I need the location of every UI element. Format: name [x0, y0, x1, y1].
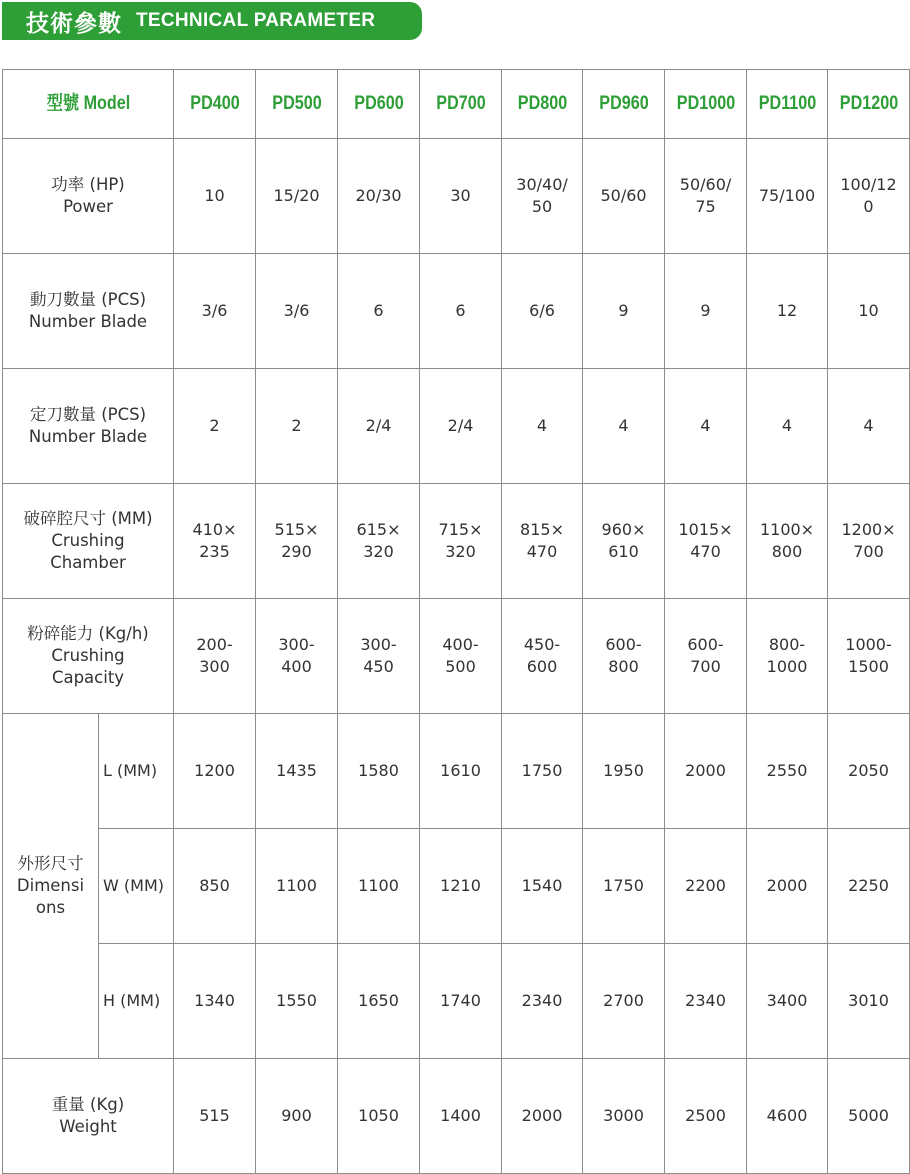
table-cell: 2550 [747, 714, 828, 829]
table-cell: 815× 470 [502, 484, 583, 599]
table-cell: 2050 [828, 714, 910, 829]
dimension-axis-label: H (MM) [99, 944, 174, 1059]
table-cell: 10 [828, 254, 910, 369]
table-cell: 3400 [747, 944, 828, 1059]
row-label: 動刀數量 (PCS) Number Blade [3, 254, 174, 369]
row-label: 粉碎能力 (Kg/h) Crushing Capacity [3, 599, 174, 714]
model-name-cell: PD960 [589, 70, 659, 139]
table-cell: 50/60 [583, 139, 665, 254]
table-cell: 1580 [338, 714, 420, 829]
technical-parameter-table [2, 69, 910, 1174]
table-cell: 100/12 0 [828, 139, 910, 254]
table-cell: 2500 [665, 1059, 747, 1174]
table-cell: 2/4 [338, 369, 420, 484]
table-cell: 4 [583, 369, 665, 484]
table-cell: 6 [420, 254, 502, 369]
table-cell: 2 [256, 369, 338, 484]
table-cell: 450- 600 [502, 599, 583, 714]
table-row [3, 139, 910, 254]
table-cell: 3/6 [174, 254, 256, 369]
table-cell: 5000 [828, 1059, 910, 1174]
table-cell: 4 [747, 369, 828, 484]
table-cell: 4 [828, 369, 910, 484]
table-cell: 400- 500 [420, 599, 502, 714]
model-name-cell: PD800 [508, 70, 577, 139]
table-cell: 15/20 [256, 139, 338, 254]
table-cell: 3010 [828, 944, 910, 1059]
table-cell: 1950 [583, 714, 665, 829]
table-cell: 30/40/ 50 [502, 139, 583, 254]
table-cell: 1100× 800 [747, 484, 828, 599]
table-row [3, 484, 910, 599]
table-cell: 3000 [583, 1059, 665, 1174]
table-cell: 1740 [420, 944, 502, 1059]
table-cell: 2700 [583, 944, 665, 1059]
table-cell: 50/60/ 75 [665, 139, 747, 254]
table-cell: 515× 290 [256, 484, 338, 599]
table-cell: 1100 [338, 829, 420, 944]
weight-label: 重量 (Kg) Weight [3, 1059, 174, 1174]
table-cell: 20/30 [338, 139, 420, 254]
table-row-dimension [3, 944, 910, 1059]
table-cell: 1100 [256, 829, 338, 944]
table-cell: 800- 1000 [747, 599, 828, 714]
table-cell: 1650 [338, 944, 420, 1059]
table-cell: 2340 [665, 944, 747, 1059]
table-cell: 1000- 1500 [828, 599, 910, 714]
table-cell: 9 [665, 254, 747, 369]
table-cell: 1200 [174, 714, 256, 829]
table-cell: 6/6 [502, 254, 583, 369]
table-cell: 1400 [420, 1059, 502, 1174]
table-cell: 410× 235 [174, 484, 256, 599]
dimension-axis-label: L (MM) [99, 714, 174, 829]
table-cell: 1050 [338, 1059, 420, 1174]
table-cell: 300- 400 [256, 599, 338, 714]
table-row-dimension [3, 829, 910, 944]
model-name-cell: PD1200 [834, 70, 904, 139]
table-cell: 900 [256, 1059, 338, 1174]
table-cell: 1340 [174, 944, 256, 1059]
model-name-cell: PD400 [180, 70, 250, 139]
section-title-english: TECHNICAL PARAMETER [136, 10, 376, 31]
model-name-cell: PD600 [344, 70, 414, 139]
section-title-banner [2, 2, 422, 40]
model-name-cell: PD500 [262, 70, 332, 139]
table-cell: 2000 [665, 714, 747, 829]
table-cell: 3/6 [256, 254, 338, 369]
table-cell: 300- 450 [338, 599, 420, 714]
table-cell: 10 [174, 139, 256, 254]
table-cell: 615× 320 [338, 484, 420, 599]
table-cell: 2200 [665, 829, 747, 944]
table-cell: 515 [174, 1059, 256, 1174]
table-cell: 2 [174, 369, 256, 484]
table-cell: 4 [502, 369, 583, 484]
model-name-cell: PD700 [426, 70, 496, 139]
table-cell: 6 [338, 254, 420, 369]
table-row [3, 254, 910, 369]
table-cell: 1750 [502, 714, 583, 829]
table-cell: 2/4 [420, 369, 502, 484]
table-cell: 1015× 470 [665, 484, 747, 599]
section-title-chinese: 技術參數 [26, 10, 122, 37]
table-cell: 4 [665, 369, 747, 484]
table-cell: 1610 [420, 714, 502, 829]
model-name-cell: PD1100 [753, 70, 822, 139]
table-row [3, 369, 910, 484]
table-cell: 1540 [502, 829, 583, 944]
table-header-row [3, 70, 910, 139]
table-cell: 960× 610 [583, 484, 665, 599]
model-name-cell: PD1000 [671, 70, 741, 139]
table-cell: 600- 700 [665, 599, 747, 714]
model-header-label: 型號 Model [15, 70, 160, 139]
table-cell: 2250 [828, 829, 910, 944]
table-cell: 12 [747, 254, 828, 369]
table-cell: 1550 [256, 944, 338, 1059]
row-label: 破碎腔尺寸 (MM) Crushing Chamber [3, 484, 174, 599]
table-cell: 715× 320 [420, 484, 502, 599]
dimension-axis-label: W (MM) [99, 829, 174, 944]
row-label: 功率 (HP) Power [3, 139, 174, 254]
table-cell: 200- 300 [174, 599, 256, 714]
table-cell: 2000 [502, 1059, 583, 1174]
row-label: 定刀數量 (PCS) Number Blade [3, 369, 174, 484]
table-row-dimension [3, 714, 910, 829]
table-cell: 9 [583, 254, 665, 369]
table-cell: 1435 [256, 714, 338, 829]
table-cell: 850 [174, 829, 256, 944]
table-cell: 2340 [502, 944, 583, 1059]
table-cell: 2000 [747, 829, 828, 944]
table-row [3, 599, 910, 714]
table-cell: 1210 [420, 829, 502, 944]
table-cell: 30 [420, 139, 502, 254]
table-cell: 1750 [583, 829, 665, 944]
table-row-weight [3, 1059, 910, 1174]
table-cell: 1200× 700 [828, 484, 910, 599]
dimensions-label: 外形尺寸 Dimensi ons [3, 714, 99, 1059]
table-cell: 4600 [747, 1059, 828, 1174]
table-cell: 75/100 [747, 139, 828, 254]
table-cell: 600- 800 [583, 599, 665, 714]
